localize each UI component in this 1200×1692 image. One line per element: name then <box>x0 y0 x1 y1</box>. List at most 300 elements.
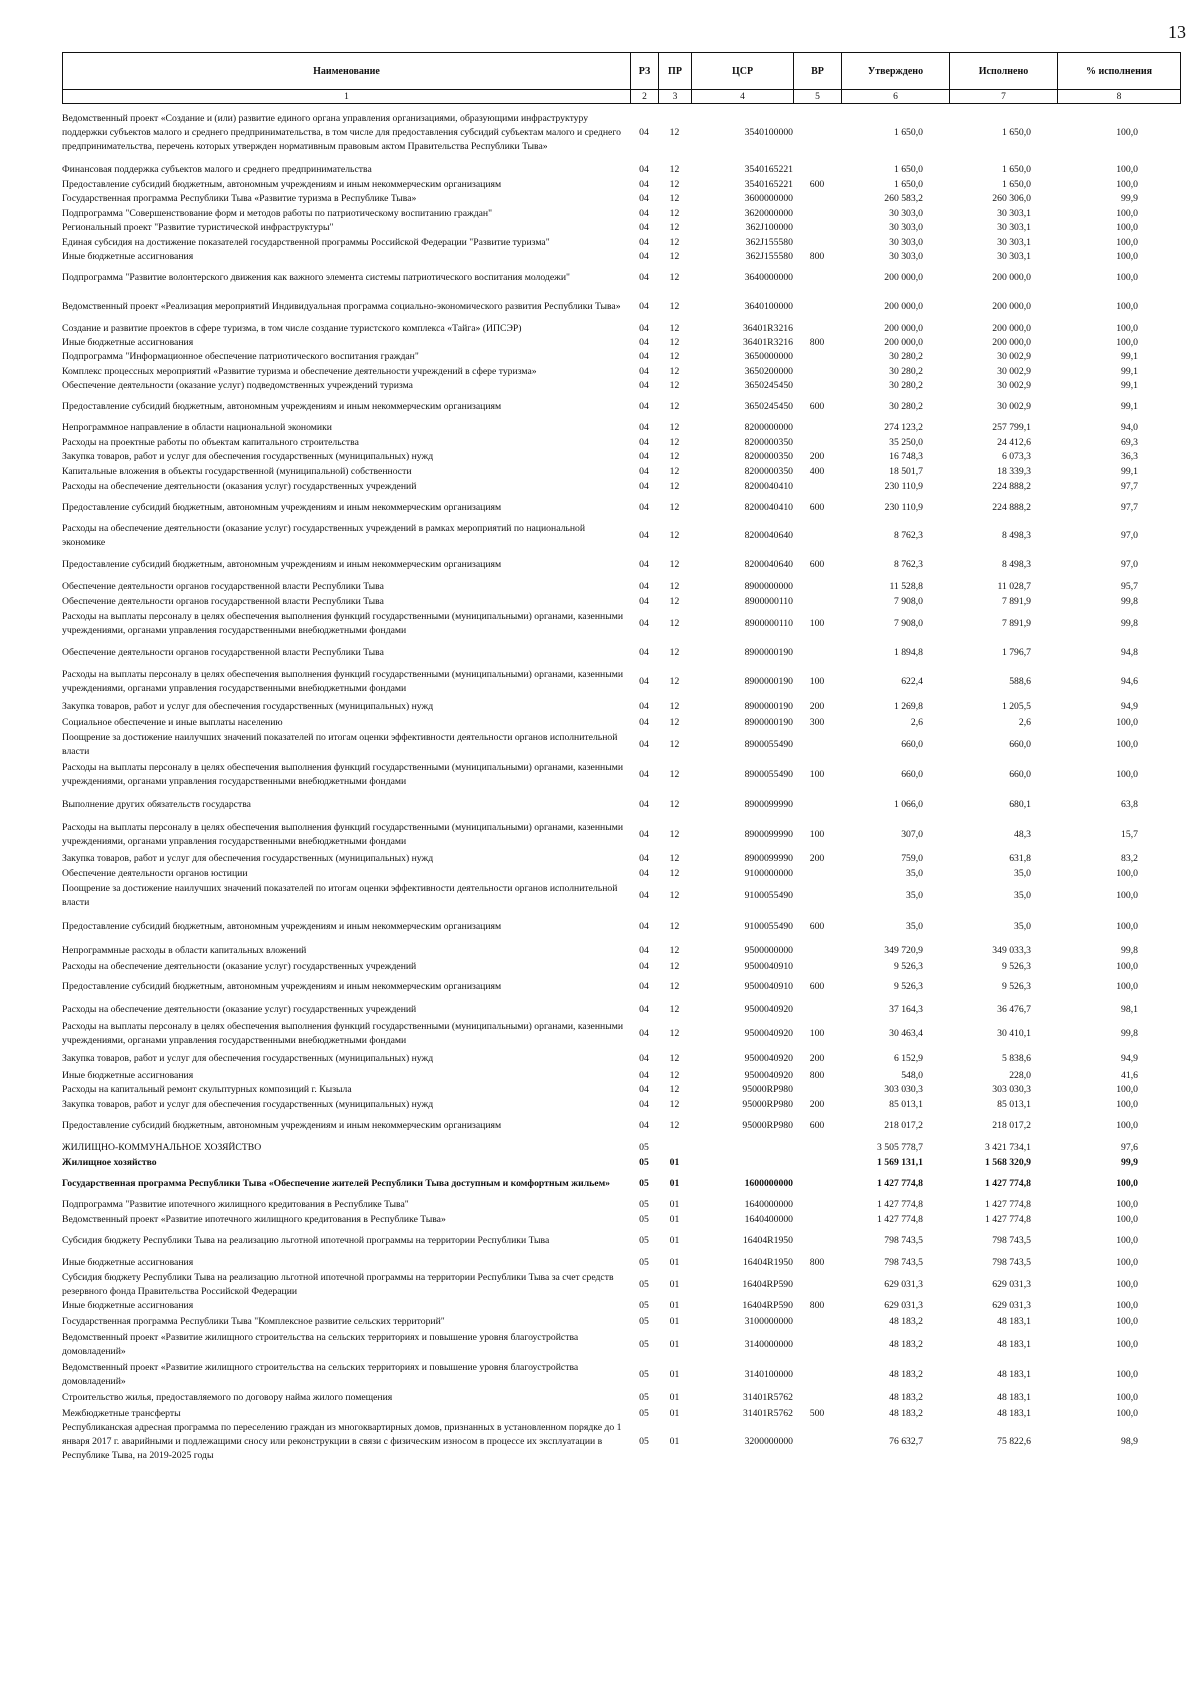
cell-approved: 660,0 <box>901 769 923 780</box>
cell-executed: 85 013,1 <box>997 1098 1031 1110</box>
cell-pct: 100,0 <box>1116 207 1138 219</box>
cell-pr: 12 <box>669 1084 680 1095</box>
cell-executed: 1 796,7 <box>1001 647 1031 658</box>
cell-vr: 100 <box>809 828 825 840</box>
cell-approved: 8 762,3 <box>893 530 923 541</box>
cell-pct: 94,9 <box>1121 700 1138 712</box>
cell-executed: 75 822,6 <box>997 1436 1031 1447</box>
cell-csr: 3540165221 <box>744 179 793 190</box>
cell-executed: 2,6 <box>1018 717 1031 728</box>
cell-pr: 12 <box>669 179 680 190</box>
cell-name: Поощрение за достижение наилучших значений показателей по итогам оценки эффективности деятельности органов исполнительной власти <box>62 732 618 757</box>
cell-pr: 12 <box>669 1053 680 1064</box>
table-row <box>62 867 1180 881</box>
cell-executed: 200 000,0 <box>992 337 1031 348</box>
cell-name: Подпрограмма "Развитие ипотечного жилищного кредитования в Республике Тыва" <box>62 1199 409 1210</box>
cell-csr: 16404RP590 <box>742 1279 793 1290</box>
cell-name: Закупка товаров, работ и услуг для обеспечения государственных (муниципальных) нужд <box>62 1098 434 1110</box>
cell-pr: 12 <box>669 1003 680 1015</box>
cell-name: ЖИЛИЩНО-КОММУНАЛЬНОЕ ХОЗЯЙСТВО <box>62 1141 262 1153</box>
cell-vr <box>793 881 841 911</box>
cell-executed: 3 421 734,1 <box>984 1141 1031 1153</box>
cell-approved: 85 013,1 <box>889 1098 923 1110</box>
cell-pct: 100,0 <box>1116 1391 1138 1403</box>
cell-vr: 800 <box>809 251 825 262</box>
cell-name: Государственная программа Республики Тыва "Комплексное развитие сельских территорий" <box>62 1315 445 1327</box>
cell-csr: 3140000000 <box>744 1339 793 1350</box>
cell-csr: 16404R1950 <box>742 1256 793 1268</box>
table-row <box>62 393 1180 420</box>
cell-approved: 548,0 <box>901 1070 923 1081</box>
cell-name: Обеспечение деятельности органов государственной власти Республики Тыва <box>62 647 384 658</box>
cell-executed: 35,0 <box>1014 890 1031 901</box>
cell-csr: 362J155580 <box>745 236 793 248</box>
cell-pr: 01 <box>669 1315 680 1327</box>
cell-vr: 200 <box>809 1053 825 1064</box>
table-row <box>62 221 1180 235</box>
cell-name: Непрограммное направление в области национальной экономики <box>62 421 332 433</box>
cell-approved: 200 000,0 <box>884 300 923 312</box>
table-row <box>62 974 1180 1000</box>
cell-pct: 100,0 <box>1116 1339 1138 1350</box>
cell-approved: 200 000,0 <box>884 337 923 348</box>
cell-pr: 12 <box>669 351 680 362</box>
cell-csr: 1640400000 <box>744 1213 793 1225</box>
cell-rz: 04 <box>639 337 649 348</box>
cell-rz: 04 <box>639 251 649 262</box>
cell-executed: 631,8 <box>1009 852 1031 864</box>
cell-rz: 04 <box>639 300 649 312</box>
table-row <box>62 264 1180 292</box>
cell-pct: 99,1 <box>1121 351 1138 362</box>
cell-pct: 100,0 <box>1116 890 1138 901</box>
table-row <box>62 1112 1180 1139</box>
cell-vr <box>793 1156 841 1170</box>
cell-pct: 36,3 <box>1121 451 1138 462</box>
cell-pct: 100,0 <box>1116 1199 1138 1210</box>
cell-csr: 8200000350 <box>744 436 793 448</box>
cell-pct: 100,0 <box>1116 1315 1138 1327</box>
cell-rz: 05 <box>639 1141 649 1153</box>
cell-csr: 8900000110 <box>744 596 793 607</box>
cell-executed: 200 000,0 <box>992 272 1031 283</box>
cell-csr: 8200000350 <box>744 465 793 477</box>
cell-csr: 8900000190 <box>744 700 793 712</box>
cell-vr <box>793 235 841 250</box>
cell-rz: 04 <box>639 1003 649 1015</box>
table-row <box>62 1097 1180 1112</box>
cell-name: Республиканская адресная программа по переселению граждан из многоквартирных домов, признанных в установленном порядке до 1 января 2017 г. аварийными и подлежащими сносу или реконструкции в связи с физическим износом в процессе их эксплуатации в Республике Тыва, на 2019-2025 годы <box>62 1422 622 1461</box>
cell-pr: 12 <box>669 852 680 864</box>
cell-name: Ведомственный проект «Развитие ипотечного жилищного кредитования в Республике Тыва» <box>62 1213 446 1225</box>
cell-rz: 04 <box>639 421 649 433</box>
cell-pr: 12 <box>669 207 680 219</box>
cell-vr <box>793 1360 841 1389</box>
cell-executed: 24 412,6 <box>997 436 1031 448</box>
cell-approved: 9 526,3 <box>893 961 923 972</box>
cell-pct: 94,0 <box>1121 421 1138 433</box>
cell-pct: 97,6 <box>1121 1141 1138 1153</box>
cell-pr: 12 <box>669 421 680 433</box>
cell-approved: 1 427 774,8 <box>876 1199 923 1210</box>
cell-name: Обеспечение деятельности (оказание услуг) подведомственных учреждений туризма <box>62 380 413 391</box>
table-row <box>62 464 1180 479</box>
cell-pct: 100,0 <box>1116 322 1138 334</box>
table-row <box>62 1406 1180 1421</box>
col-number: 8 <box>1058 90 1181 104</box>
cell-pct: 94,9 <box>1121 1053 1138 1064</box>
cell-pct: 100,0 <box>1116 1213 1138 1225</box>
cell-csr: 8900099990 <box>744 852 793 864</box>
cell-name: Расходы на обеспечение деятельности (оказание услуг) государственных учреждений <box>62 961 417 972</box>
cell-pct: 100,0 <box>1116 1084 1138 1095</box>
cell-rz: 04 <box>639 436 649 448</box>
cell-approved: 1 650,0 <box>893 179 923 190</box>
cell-name: Единая субсидия на достижение показателей государственной программы Российской Федерации "Развитие туризма" <box>62 236 550 248</box>
cell-name: Закупка товаров, работ и услуг для обеспечения государственных (муниципальных) нужд <box>62 451 434 462</box>
cell-executed: 218 017,2 <box>992 1119 1031 1131</box>
cell-name: Межбюджетные трансферты <box>62 1407 181 1419</box>
cell-pr: 12 <box>669 380 680 391</box>
cell-name: Расходы на выплаты персоналу в целях обеспечения выполнения функций государственными (муниципальными) органами, казенными учреждениями, органами управления государственными внебюджетными фондами <box>62 1021 624 1046</box>
cell-approved: 30 303,0 <box>889 207 923 219</box>
cell-pct: 94,8 <box>1121 647 1138 658</box>
cell-name: Выполнение других обязательств государства <box>62 798 251 810</box>
cell-pr: 12 <box>669 558 680 570</box>
cell-name: Субсидия бюджету Республики Тыва на реализацию льготной ипотечной программы на территории Республики Тыва за счет средств резервного фонда Правительства Российской Федерации <box>62 1272 614 1297</box>
cell-name: Иные бюджетные ассигнования <box>62 337 194 348</box>
cell-vr: 100 <box>809 618 825 629</box>
cell-rz: 04 <box>639 380 649 391</box>
cell-pct: 100,0 <box>1116 222 1138 233</box>
cell-pr: 01 <box>669 1339 680 1350</box>
cell-executed: 18 339,3 <box>997 465 1031 477</box>
cell-pct: 100,0 <box>1116 1407 1138 1419</box>
cell-rz: 04 <box>639 451 649 462</box>
cell-executed: 8 498,3 <box>1001 558 1031 570</box>
cell-vr <box>793 1330 841 1360</box>
cell-approved: 37 164,3 <box>889 1003 923 1015</box>
cell-pct: 100,0 <box>1116 272 1138 283</box>
cell-csr: 8200000000 <box>744 421 793 433</box>
cell-executed: 588,6 <box>1009 676 1031 687</box>
cell-approved: 9 526,3 <box>893 981 923 992</box>
cell-executed: 7 891,9 <box>1001 618 1031 629</box>
cell-rz: 04 <box>639 1119 649 1131</box>
table-body <box>62 104 1180 1463</box>
cell-pr: 12 <box>669 769 680 780</box>
cell-name: Закупка товаров, работ и услуг для обеспечения государственных (муниципальных) нужд <box>62 700 434 712</box>
cell-pr: 12 <box>669 868 680 879</box>
cell-rz: 04 <box>639 676 649 687</box>
cell-name: Расходы на выплаты персоналу в целях обеспечения выполнения функций государственными (муниципальными) органами, казенными учреждениями, органами управления государственными внебюджетными фондами <box>62 669 624 694</box>
cell-vr <box>793 264 841 292</box>
cell-executed: 11 028,7 <box>997 580 1031 592</box>
cell-csr: 3640000000 <box>744 272 793 283</box>
cell-vr <box>793 379 841 393</box>
cell-pr: 12 <box>669 676 680 687</box>
cell-pct: 98,9 <box>1121 1436 1138 1447</box>
table-row <box>62 790 1180 819</box>
cell-vr: 200 <box>809 700 825 712</box>
cell-pr: 12 <box>669 828 680 840</box>
cell-executed: 200 000,0 <box>992 322 1031 334</box>
cell-executed: 30 002,9 <box>997 351 1031 362</box>
cell-csr: 9500040910 <box>744 981 793 992</box>
cell-rz: 04 <box>639 272 649 283</box>
cell-vr <box>793 942 841 960</box>
cell-executed: 9 526,3 <box>1001 981 1031 992</box>
cell-rz: 04 <box>639 465 649 477</box>
cell-executed: 30 002,9 <box>997 365 1031 377</box>
cell-approved: 35,0 <box>906 920 923 932</box>
cell-name: Строительство жилья, предоставляемого по договору найма жилого помещения <box>62 1391 393 1403</box>
cell-vr <box>793 1313 841 1330</box>
cell-pct: 69,3 <box>1121 436 1138 448</box>
cell-pr: 12 <box>669 436 680 448</box>
cell-rz: 04 <box>639 1070 649 1081</box>
cell-rz: 04 <box>639 207 649 219</box>
cell-name: Социальное обеспечение и иные выплаты населению <box>62 717 283 728</box>
cell-name: Обеспечение деятельности органов государственной власти Республики Тыва <box>62 580 384 592</box>
cell-csr <box>691 1139 793 1156</box>
cell-csr: 9100055490 <box>744 890 793 901</box>
cell-approved: 759,0 <box>901 852 923 864</box>
cell-rz: 04 <box>639 222 649 233</box>
cell-csr: 362J155580 <box>745 251 793 262</box>
cell-approved: 48 183,2 <box>889 1339 923 1350</box>
cell-vr: 600 <box>809 501 825 513</box>
cell-vr <box>793 1170 841 1198</box>
cell-name: Предоставление субсидий бюджетным, автономным учреждениям и иным некоммерческим организациям <box>62 501 502 513</box>
cell-vr <box>793 1212 841 1227</box>
cell-pct: 100,0 <box>1116 1279 1138 1290</box>
col-number: 2 <box>631 90 659 104</box>
col-header-rz: РЗ <box>631 53 659 90</box>
cell-name: Региональный проект "Развитие туристической инфраструктуры" <box>62 222 334 233</box>
cell-pct: 100,0 <box>1116 920 1138 932</box>
cell-vr <box>793 578 841 595</box>
cell-name: Финансовая поддержка субъектов малого и среднего предпринимательства <box>62 164 372 175</box>
table-row <box>62 479 1180 494</box>
cell-csr: 9500040920 <box>744 1053 793 1064</box>
cell-executed: 303 030,3 <box>992 1084 1031 1095</box>
table-row <box>62 942 1180 960</box>
cell-rz: 04 <box>639 351 649 362</box>
cell-name: Ведомственный проект «Создание и (или) развитие единого органа управления организациями, образующими инфраструктуру поддержки субъектов малого и среднего предпринимательства, в том числе для предоставления субсидий субъектам малого и среднего предпринимательства, перечень которых утвержден нормативным правовым актом Правительства Республики Тыва» <box>62 113 621 152</box>
cell-rz: 05 <box>639 1339 649 1350</box>
cell-pct: 83,2 <box>1121 852 1138 864</box>
cell-name: Непрограммные расходы в области капитальных вложений <box>62 945 307 956</box>
cell-approved: 30 303,0 <box>889 236 923 248</box>
cell-name: Предоставление субсидий бюджетным, автономным учреждениям и иным некоммерческим организациям <box>62 400 502 412</box>
cell-pct: 100,0 <box>1116 300 1138 312</box>
cell-pct: 100,0 <box>1116 769 1138 780</box>
cell-pct: 41,6 <box>1121 1070 1138 1081</box>
table-row <box>62 1083 1180 1097</box>
cell-approved: 1 894,8 <box>893 647 923 658</box>
cell-approved: 629 031,3 <box>884 1300 923 1311</box>
cell-rz: 04 <box>639 236 649 248</box>
cell-approved: 230 110,9 <box>884 480 923 492</box>
cell-vr <box>793 867 841 881</box>
table-row <box>62 178 1180 192</box>
cell-approved: 230 110,9 <box>884 501 923 513</box>
cell-rz: 04 <box>639 618 649 629</box>
table-row <box>62 730 1180 760</box>
cell-pct: 100,0 <box>1116 179 1138 190</box>
cell-pr: 01 <box>669 1234 680 1246</box>
cell-csr: 3650245450 <box>744 400 793 412</box>
cell-csr: 3540165221 <box>744 164 793 175</box>
table-row <box>62 521 1180 551</box>
cell-name: Предоставление субсидий бюджетным, автономным учреждениям и иным некоммерческим организациям <box>62 558 502 570</box>
cell-csr: 9500040920 <box>744 1070 793 1081</box>
cell-pct: 98,1 <box>1121 1003 1138 1015</box>
table-row <box>62 716 1180 730</box>
cell-rz: 04 <box>639 365 649 377</box>
cell-pct: 99,1 <box>1121 400 1138 412</box>
cell-name: Расходы на обеспечение деятельности (оказания услуг) государственных учреждений <box>62 480 417 492</box>
cell-csr: 8900000000 <box>744 580 793 592</box>
cell-pr: 12 <box>669 596 680 607</box>
table-row <box>62 819 1180 850</box>
cell-pr: 01 <box>669 1407 680 1419</box>
cell-rz: 04 <box>639 798 649 810</box>
cell-vr <box>793 350 841 364</box>
cell-rz: 04 <box>639 890 649 901</box>
cell-approved: 1 427 774,8 <box>876 1213 923 1225</box>
cell-rz: 04 <box>639 647 649 658</box>
cell-rz: 04 <box>639 480 649 492</box>
cell-csr: 9500040920 <box>744 1003 793 1015</box>
col-header-pct: % исполнения <box>1058 53 1181 90</box>
table-row <box>62 1212 1180 1227</box>
cell-vr <box>793 1421 841 1463</box>
cell-csr: 9100000000 <box>744 868 793 879</box>
cell-vr: 600 <box>809 981 825 992</box>
cell-pr: 12 <box>669 580 680 592</box>
cell-executed: 1 568 320,9 <box>984 1157 1031 1168</box>
cell-csr: 3200000000 <box>744 1436 793 1447</box>
col-header-csr: ЦСР <box>692 53 794 90</box>
cell-approved: 30 280,2 <box>889 400 923 412</box>
cell-pr: 12 <box>669 480 680 492</box>
cell-rz: 05 <box>639 1234 649 1246</box>
cell-rz: 04 <box>639 558 649 570</box>
table-row <box>62 1069 1180 1083</box>
cell-approved: 349 720,9 <box>884 945 923 956</box>
cell-vr: 600 <box>809 558 825 570</box>
cell-name: Предоставление субсидий бюджетным, автономным учреждениям и иным некоммерческим организациям <box>62 920 502 932</box>
table-row <box>62 1227 1180 1254</box>
cell-executed: 680,1 <box>1009 798 1031 810</box>
cell-executed: 30 002,9 <box>997 380 1031 391</box>
cell-executed: 1 427 774,8 <box>984 1199 1031 1210</box>
table-row <box>62 551 1180 578</box>
cell-rz: 04 <box>639 596 649 607</box>
cell-rz: 05 <box>639 1368 649 1380</box>
table-row <box>62 321 1180 336</box>
cell-approved: 1 569 131,1 <box>876 1157 923 1168</box>
cell-approved: 76 632,7 <box>889 1436 923 1447</box>
cell-approved: 8 762,3 <box>893 558 923 570</box>
cell-vr: 800 <box>809 337 825 348</box>
cell-executed: 9 526,3 <box>1001 961 1031 972</box>
cell-name: Расходы на выплаты персоналу в целях обеспечения выполнения функций государственными (муниципальными) органами, казенными учреждениями, органами управления государственными внебюджетными фондами <box>62 762 624 787</box>
cell-approved: 798 743,5 <box>884 1234 923 1246</box>
cell-name: Иные бюджетные ассигнования <box>62 1070 194 1081</box>
cell-pct: 99,1 <box>1121 380 1138 391</box>
cell-executed: 629 031,3 <box>992 1279 1031 1290</box>
cell-name: Комплекс процессных мероприятий «Развитие туризма и обеспечение деятельности учреждений в сфере туризма» <box>62 365 537 377</box>
cell-pr: 12 <box>669 717 680 728</box>
cell-pct: 97,7 <box>1121 480 1138 492</box>
table-row <box>62 450 1180 464</box>
cell-pct: 97,0 <box>1121 558 1138 570</box>
cell-pr: 12 <box>669 222 680 233</box>
cell-csr: 95000RP980 <box>742 1084 793 1095</box>
cell-csr: 8900000110 <box>744 618 793 629</box>
cell-pct: 100,0 <box>1116 1234 1138 1246</box>
col-number: 6 <box>842 90 950 104</box>
cell-executed: 48 183,1 <box>997 1407 1031 1419</box>
cell-name: Расходы на проектные работы по объектам капитального строительства <box>62 436 359 448</box>
cell-vr: 200 <box>809 852 825 864</box>
cell-approved: 35,0 <box>906 890 923 901</box>
cell-pct: 97,7 <box>1121 501 1138 513</box>
cell-vr: 300 <box>809 717 825 728</box>
cell-approved: 798 743,5 <box>884 1256 923 1268</box>
cell-pct: 100,0 <box>1116 1256 1138 1268</box>
cell-name: Расходы на обеспечение деятельности (оказание услуг) государственных учреждений <box>62 1003 417 1015</box>
cell-pct: 100,0 <box>1116 961 1138 972</box>
cell-pct: 100,0 <box>1116 717 1138 728</box>
cell-approved: 274 123,2 <box>884 421 923 433</box>
cell-approved: 7 908,0 <box>893 596 923 607</box>
cell-rz: 05 <box>639 1199 649 1210</box>
cell-executed: 30 303,1 <box>997 222 1031 233</box>
cell-approved: 30 463,4 <box>889 1028 923 1039</box>
cell-pr: 01 <box>669 1436 680 1447</box>
cell-rz: 05 <box>639 1300 649 1311</box>
cell-pr: 12 <box>669 501 680 513</box>
cell-vr <box>793 1083 841 1097</box>
cell-name: Подпрограмма "Развитие волонтерского движения как важного элемента системы патриотического воспитания молодежи" <box>62 272 570 283</box>
cell-name: Расходы на обеспечение деятельности (оказание услуг) государственных учреждений в рамках мероприятий по национальной экономике <box>62 523 586 548</box>
table-row <box>62 1299 1180 1313</box>
cell-pr <box>658 1139 691 1156</box>
cell-rz: 04 <box>639 700 649 712</box>
cell-pr: 12 <box>669 1028 680 1039</box>
cell-csr: 3650000000 <box>744 351 793 362</box>
table-row <box>62 609 1180 639</box>
cell-approved: 11 528,8 <box>889 580 923 592</box>
cell-pct: 99,9 <box>1121 193 1138 204</box>
cell-rz: 04 <box>639 828 649 840</box>
cell-pct: 63,8 <box>1121 798 1138 810</box>
cell-executed: 6 073,3 <box>1001 451 1031 462</box>
cell-pct: 99,1 <box>1121 465 1138 477</box>
cell-pr: 12 <box>669 400 680 412</box>
cell-approved: 622,4 <box>901 676 923 687</box>
cell-pr: 01 <box>669 1178 680 1189</box>
cell-vr <box>793 206 841 221</box>
cell-vr: 200 <box>809 451 825 462</box>
cell-csr: 36401R3216 <box>742 322 793 334</box>
cell-executed: 30 410,1 <box>997 1028 1031 1039</box>
table-row <box>62 881 1180 911</box>
